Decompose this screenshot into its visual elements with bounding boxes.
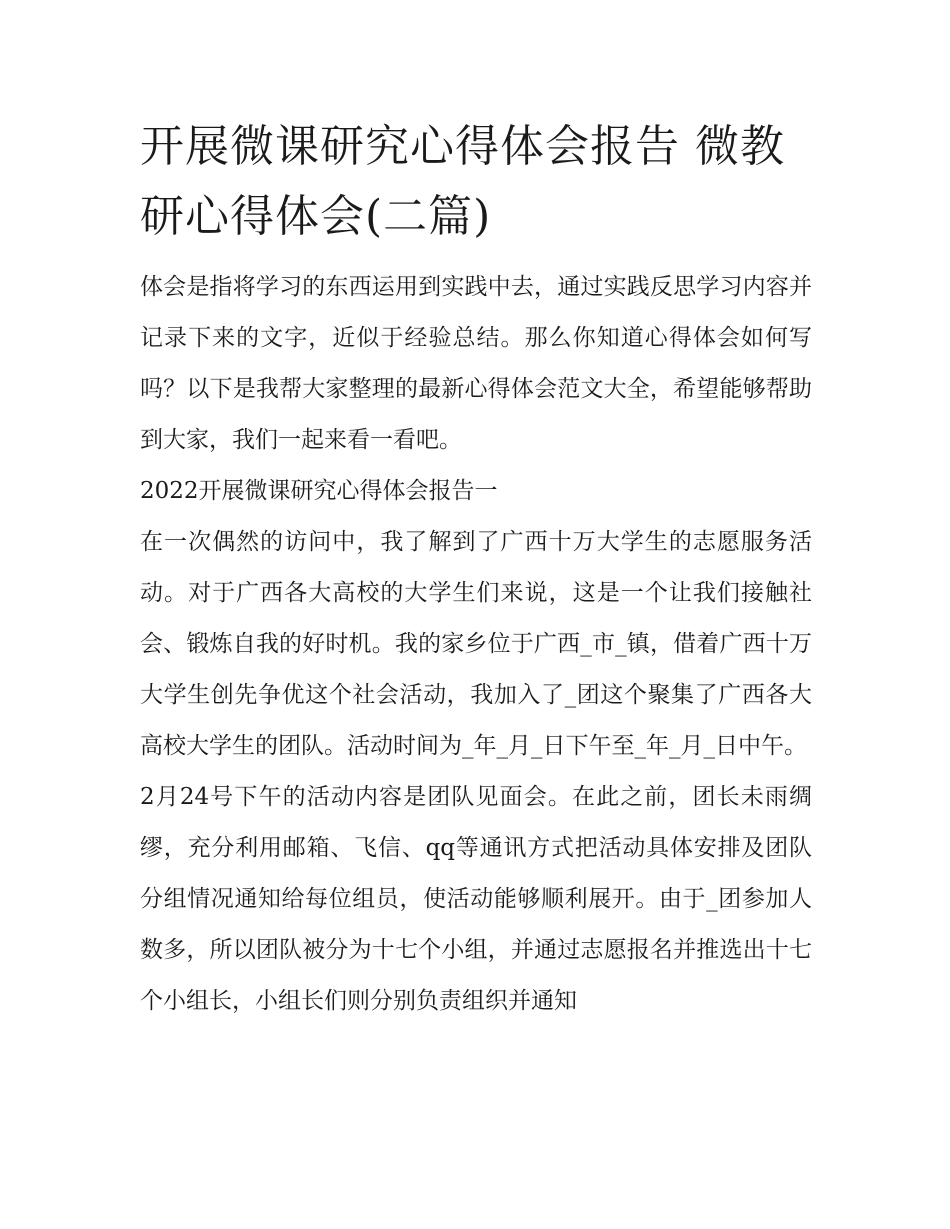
document-page bbox=[140, 112, 812, 1027]
section-heading: 2022开展微课研究心得体会报告一 bbox=[140, 478, 498, 504]
document-title: 开展微课研究心得体会报告 微教研心得体会(二篇) bbox=[140, 121, 785, 242]
intro-paragraph: 体会是指将学习的东西运用到实践中去，通过实践反思学习内容并记录下来的文字，近似于经验总结。那么你知道心得体会如何写吗？以下是我帮大家整理的最新心得体会范文大全，希望能够帮助到大家，我们一起来看一看吧。 bbox=[140, 274, 812, 453]
body-paragraph-2: 2月24号下午的活动内容是团队见面会。在此之前，团长未雨绸缪，充分利用邮箱、飞信、qq等通讯方式把活动具体安排及团队分组情况通知给每位组员，使活动能够顺利展开。由于_团参加人数多，所以团队被分为十七个小组，并通过志愿报名并推选出十七个小组长，小组长们则分别负责组织并通知 bbox=[140, 784, 812, 1014]
body-paragraph-1: 在一次偶然的访问中，我了解到了广西十万大学生的志愿服务活动。对于广西各大高校的大学生们来说，这是一个让我们接触社会、锻炼自我的好时机。我的家乡位于广西_市_镇，借着广西十万大学生创先争优这个社会活动，我加入了_团这个聚集了广西各大高校大学生的团队。活动时间为_年_月_日下午至_年_月_日中午。 bbox=[140, 529, 812, 759]
